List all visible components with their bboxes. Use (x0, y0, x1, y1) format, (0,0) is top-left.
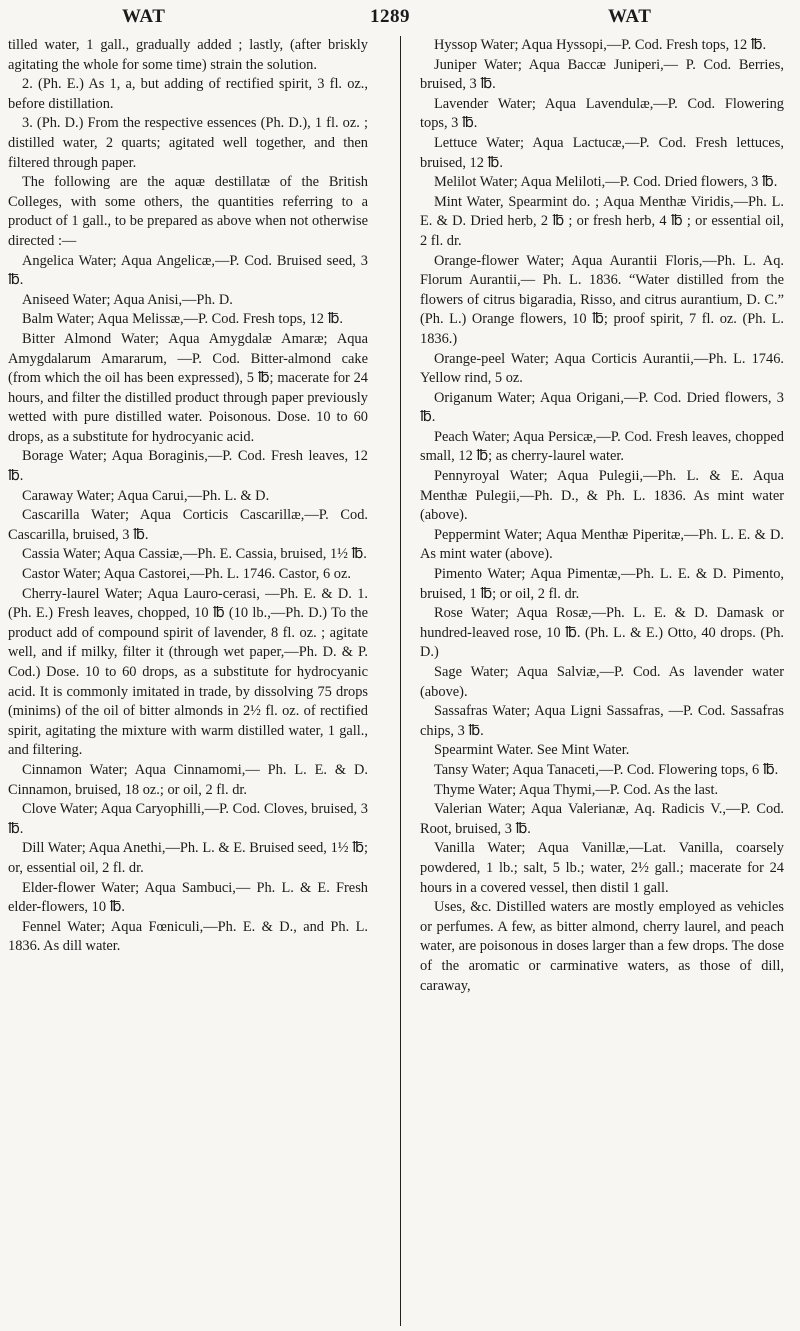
entry: Orange-peel Water; Aqua Corticis Aurantii,—Ph. L. 1746. Yellow rind, 5 oz. (420, 350, 784, 387)
entry: Sage Water; Aqua Salviæ,—P. Cod. As lavender water (above). (420, 664, 784, 700)
right-column (420, 36, 784, 996)
entry: Lavender Water; Aqua Lavendulæ,—P. Cod. Flowering tops, 3 ℔. (420, 95, 784, 132)
entry: Castor Water; Aqua Castorei,—Ph. L. 1746. Castor, 6 oz. (22, 566, 351, 583)
entry: Juniper Water; Aqua Baccæ Juniperi,— P. Cod. Berries, bruised, 3 ℔. (420, 56, 784, 93)
entry: Vanilla Water; Aqua Vanillæ,—Lat. Vanilla, coarsely powdered, 1 lb.; salt, 5 lb.; water, 2½ gall.; macerate for 24 hours in a covered vessel, then distil 1 gall. (420, 840, 784, 896)
entry: Spearmint Water. See Mint Water. (434, 742, 630, 759)
entry: Tansy Water; Aqua Tanaceti,—P. Cod. Flowering tops, 6 ℔. (434, 761, 779, 778)
entry: Rose Water; Aqua Rosæ,—Ph. L. E. & D. Damask or hundred-leaved rose, 10 ℔. (Ph. L. & E.) Otto, 40 drops. (Ph. D.) (420, 605, 784, 661)
entry: Orange-flower Water; Aqua Aurantii Floris,—Ph. L. Aq. Florum Aurantii,— Ph. L. 1836. “Water distilled from the flowers of citrus bigaradia, Risso, and citrus aurantium, D. C.” (Ph. L.) Orange flowers, 10 ℔; proof spirit, 7 fl. oz. (Ph. L. 1836.) (420, 252, 784, 347)
paragraph: Uses, &c. Distilled waters are mostly employed as vehicles or perfumes. A few, as bitter almond, cherry laurel, and peach water, are poisonous in doses larger than a few drops. The dose of the aromatic or carminative waters, as those of dill, caraway, (420, 899, 784, 994)
entry: Hyssop Water; Aqua Hyssopi,—P. Cod. Fresh tops, 12 ℔. (434, 37, 767, 53)
entry: Caraway Water; Aqua Carui,—Ph. L. & D. (22, 487, 270, 504)
entry: Fennel Water; Aqua Fœniculi,—Ph. E. & D., and Ph. L. 1836. As dill water. (8, 918, 368, 955)
entry: Bitter Almond Water; Aqua Amygdalæ Amaræ; Aqua Amygdalarum Amararum, —P. Cod. Bitter-almond cake (from which the oil has been expressed), 5 ℔; macerate for 24 hours, and filter the distilled product through paper previously wetted with pure distilled water. Poisonous. Dose. 10 to 60 drops, as a substitute for hydrocyanic acid. (8, 330, 368, 445)
entry: Thyme Water; Aqua Thymi,—P. Cod. As the last. (434, 781, 719, 798)
paragraph: 2. (Ph. E.) As 1, a, but adding of rectified spirit, 3 fl. oz., before distillation. (8, 76, 368, 112)
entry: Mint Water, Spearmint do. ; Aqua Menthæ Viridis,—Ph. L. E. & D. Dried herb, 2 ℔ ; or fresh herb, 4 ℔ ; or essential oil, 2 fl. dr. (420, 193, 784, 249)
entry: Cascarilla Water; Aqua Corticis Cascarillæ,—P. Cod. Cascarilla, bruised, 3 ℔. (8, 507, 368, 543)
entry: Valerian Water; Aqua Valerianæ, Aq. Radicis V.,—P. Cod. Root, bruised, 3 ℔. (420, 801, 784, 837)
entry: Dill Water; Aqua Anethi,—Ph. L. & E. Bruised seed, 1½ ℔; or, essential oil, 2 fl. dr. (8, 840, 368, 876)
entry: Peppermint Water; Aqua Menthæ Piperitæ,—Ph. L. E. & D. As mint water (above). (420, 526, 784, 563)
page-number: 1289 (370, 6, 410, 27)
entry: Clove Water; Aqua Caryophilli,—P. Cod. Cloves, bruised, 3 ℔. (8, 801, 368, 837)
entry: Pimento Water; Aqua Pimentæ,—Ph. L. E. & D. Pimento, bruised, 1 ℔; or oil, 2 fl. dr. (420, 566, 784, 602)
paragraph: 3. (Ph. D.) From the respective essences (Ph. D.), 1 fl. oz. ; distilled water, 2 quarts; agitated well together, and then filtered through paper. (8, 115, 368, 171)
entry: Elder-flower Water; Aqua Sambuci,— Ph. L. & E. Fresh elder-flowers, 10 ℔. (8, 879, 368, 916)
entry: Balm Water; Aqua Melissæ,—P. Cod. Fresh tops, 12 ℔. (22, 311, 343, 328)
paragraph: tilled water, 1 gall., gradually added ; lastly, (after briskly agitating the whole for some time) strain the solution. (8, 37, 368, 73)
entry: Cherry-laurel Water; Aqua Lauro-cerasi, —Ph. E. & D. 1. (Ph. E.) Fresh leaves, chopped, 10 ℔ (10 lb.,—Ph. D.) To the product add of compound spirit of lavender, 8 fl. oz. ; agitate well, and if milky, filter it (through wet paper,—Ph. D. & P. Cod.) Dose. 10 to 60 drops, as a substitute for hydrocyanic acid. It is commonly imitated in trade, by dissolving 75 drops (minims) of the oil of bitter almonds in 2½ fl. oz. of rectified spirit, agitating the mixture with warm distilled water, 1 gall., and filtering. (8, 585, 368, 759)
entry: Aniseed Water; Aqua Anisi,—Ph. D. (22, 291, 233, 308)
header-left-word: WAT (122, 6, 166, 27)
entry: Cassia Water; Aqua Cassiæ,—Ph. E. Cassia, bruised, 1½ ℔. (22, 546, 367, 563)
header-right-word: WAT (608, 6, 652, 27)
entry: Peach Water; Aqua Persicæ,—P. Cod. Fresh leaves, chopped small, 12 ℔; as cherry-laurel water. (420, 428, 784, 465)
entry: Borage Water; Aqua Boraginis,—P. Cod. Fresh leaves, 12 ℔. (8, 448, 368, 485)
running-header (0, 6, 800, 32)
entry: Cinnamon Water; Aqua Cinnamomi,— Ph. L. E. & D. Cinnamon, bruised, 18 oz.; or oil, 2 fl. dr. (8, 761, 368, 798)
entry: Sassafras Water; Aqua Ligni Sassafras, —P. Cod. Sassafras chips, 3 ℔. (420, 703, 784, 739)
paragraph: The following are the aquæ destillatæ of the British Colleges, with some others, the quantities referring to a product of 1 gall., to be prepared as above when not otherwise directed :— (8, 174, 368, 249)
entry: Angelica Water; Aqua Angelicæ,—P. Cod. Bruised seed, 3 ℔. (8, 252, 368, 289)
entry: Lettuce Water; Aqua Lactucæ,—P. Cod. Fresh lettuces, bruised, 12 ℔. (420, 134, 784, 171)
column-divider (400, 36, 401, 1326)
entry: Melilot Water; Aqua Meliloti,—P. Cod. Dried flowers, 3 ℔. (434, 174, 778, 191)
left-column (8, 36, 368, 957)
entry: Origanum Water; Aqua Origani,—P. Cod. Dried flowers, 3 ℔. (420, 389, 784, 426)
entry: Pennyroyal Water; Aqua Pulegii,—Ph. L. & E. Aqua Menthæ Pulegii,—Ph. D., & Ph. L. 1836. As mint water (above). (420, 468, 784, 524)
